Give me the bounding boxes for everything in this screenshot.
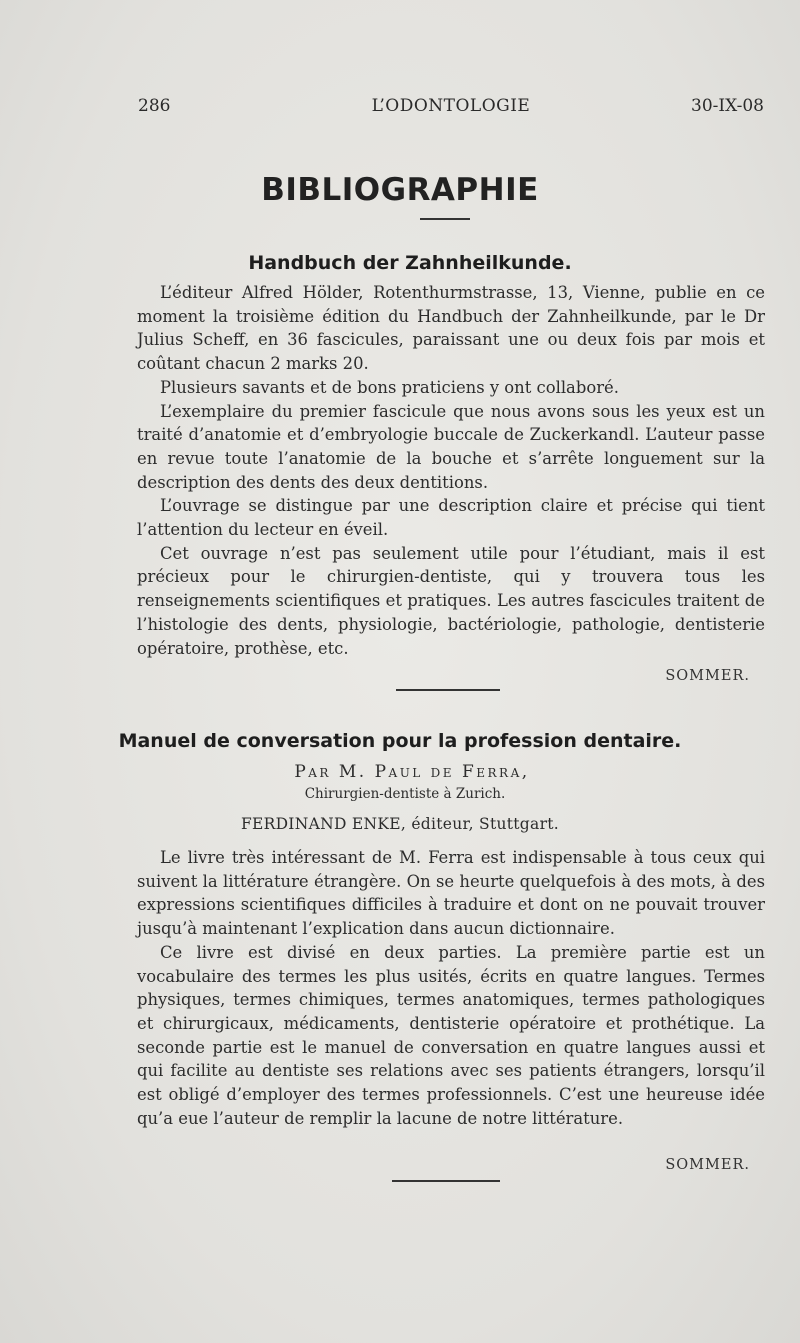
review-paragraph: Ce livre est divisé en deux parties. La première partie est un vocabulaire des termes les plus usités, écrits en quatre langues. Termes physiques, termes chimiques, termes anatomiques, termes pathologiques et chirurgicaux, médicaments, dentisterie opératoire et prothétique. La seconde partie est le manuel de conversation en quatre langues aussi et qui facilite au dentiste ses relations avec ses patients étrangers, lorsqu’il est obligé d’employer des termes professionnels. C’est une heureuse idée qu’a eue l’auteur de remplir la lacune de notre littérature. <box>137 942 765 1128</box>
review-signature: SOMMER. <box>665 1157 750 1173</box>
section-title: BIBLIOGRAPHIE <box>261 172 539 208</box>
review-paragraph: Cet ouvrage n’est pas seulement utile pour l’étudiant, mais il est précieux pour le chirurgien-dentiste, qui y trouvera tous les renseignements scientifiques et pratiques. Les autres fascicules traitent de l’histologie des dents, physiologie, bactériologie, pathologie, dentisterie opératoire, prothèse, etc. <box>137 543 765 658</box>
review-divider <box>392 1180 500 1182</box>
journal-title: L’ODONTOLOGIE <box>371 96 531 116</box>
review-divider <box>396 689 500 691</box>
review-body <box>137 281 765 660</box>
title-divider <box>420 218 470 220</box>
review-paragraph: L’ouvrage se distingue par une description claire et précise qui tient l’attention du lecteur en éveil. <box>137 496 765 540</box>
review-paragraph: L’exemplaire du premier fascicule que nous avons sous les yeux est un traité d’anatomie et d’embryologie buccale de Zuckerkandl. L’auteur passe en revue toute l’anatomie de la bouche et s’arrête longuement sur la description des dents des deux dentitions. <box>137 401 765 492</box>
review-paragraph: L’éditeur Alfred Hölder, Rotenthurmstrasse, 13, Vienne, publie en ce moment la troisième édition du Handbuch der Zahnheilkunde, par le Dr Julius Scheff, en 36 fascicules, paraissant une ou deux fois par mois et coûtant chacun 2 marks 20. <box>137 283 765 374</box>
review-body <box>137 846 765 1130</box>
page-number: 286 <box>138 96 171 116</box>
review-paragraph: Le livre très intéressant de M. Ferra est indispensable à tous ceux qui suivent la littérature étrangère. On se heurte quelquefois à des mots, à des expressions scientifiques difficiles à traduire et dont on ne pouvait trouver jusqu’à maintenant l’explication dans aucun dictionnaire. <box>137 848 765 939</box>
review-signature: SOMMER. <box>665 668 750 684</box>
publisher-line: FERDINAND ENKE, éditeur, Stuttgart. <box>240 815 560 833</box>
running-head <box>138 96 764 120</box>
author-byline: Par M. Paul de Ferra, <box>294 762 530 782</box>
review-title: Manuel de conversation pour la profession dentaire. <box>118 730 682 752</box>
issue-date: 30-IX-08 <box>691 96 764 116</box>
author-role: Chirurgien-dentiste à Zurich. <box>304 786 506 802</box>
review-title: Handbuch der Zahnheilkunde. <box>248 252 572 274</box>
review-paragraph: Plusieurs savants et de bons praticiens y ont collaboré. <box>160 377 619 397</box>
